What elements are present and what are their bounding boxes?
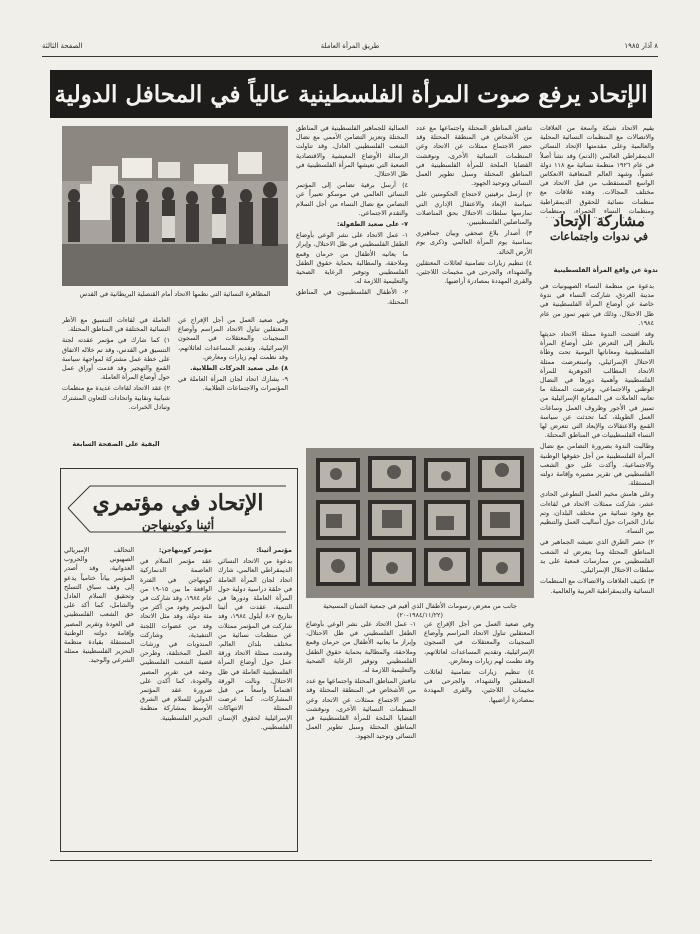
headline-title: الإتحاد يرفع صوت المرأة الفلسطينية عالياً في المحافل الدولية — [54, 80, 648, 108]
paragraph: العمالية للجماهير الفلسطينية في المناطق المحتلة وتعزيز التضامن الأممي مع نضال الشعب الفلسطيني العادل، وقد تناولت الرسالة الأوضاع المعيشية والاقتصادية الصعبة التي تعيشها المرأة الفلسطينية في ظل الاحتلال. — [296, 124, 408, 179]
subheading-caption: ندوة عن واقع المرأة الفلسطينية — [553, 266, 658, 274]
article-column-1b — [540, 282, 654, 862]
subheading-title-2: في ندوات واجتماعات — [549, 230, 649, 243]
paragraph: وعلى هامش مخيم العمل التطوعي الحادي عشر، شاركت ممثلات الاتحاد في لقاءات مع وفود نسائية من مختلف البلدان، وتم تبادل الخبرات حول أساليب العمل والتنظيم بين النساء. — [540, 490, 654, 536]
page-header — [42, 40, 658, 54]
subheading-block — [540, 202, 658, 258]
article-column-4b — [178, 316, 288, 454]
article-column-5a — [306, 620, 416, 852]
header-date: ٨ آذار ١٩٨٥ — [624, 42, 658, 50]
header-publication: طريق المرأة العاملة — [320, 42, 380, 50]
header-rule — [42, 56, 658, 57]
paragraph: عقد مؤتمر السلام في العاصمة الدنماركية كوبنهاجن في الفترة الواقعة ما بين ١٥-١٩ من عام ١٩٨٤، وقد شاركت في المؤتمر وفود من أكثر من مئة دولة، وقد مثل الاتحاد وفد من عضوات اللجنة التنفيذية، وشاركت المندوبات في ورشات العمل المختلفة، وطرحن قضية الشعب الفلسطيني وحقه في تقرير المصير والعودة، كما أكدن على ضرورة عقد المؤتمر الدولي للسلام في الشرق الأوسط بمشاركة منظمة التحرير الفلسطينية. — [140, 557, 212, 722]
article-column-4a — [62, 316, 170, 454]
conference-heading: مؤتمر أثينا: — [256, 546, 292, 554]
paragraph: ٢) أرسل برقيتين لاحتجاج الحكومتين على سياسة الإبعاد والاعتقال الإداري التي تمارسها سلطات الاحتلال بحق المناضلات والمناضلين الفلسطينيين. — [416, 190, 532, 227]
conference-title-frame — [64, 480, 292, 538]
paragraph: ٧- على صعيد الطفولة: — [336, 220, 408, 229]
paragraph: ٤) أرسل برقية تضامن إلى المؤتمر النسائي العالمي في موسكو تعبيراً عن التضامن مع نضال النساء من أجل السلام والتقدم الاجتماعي. — [296, 181, 408, 217]
paragraph: ٣) تكثيف العلاقات والاتصالات مع المنظمات النسائية والديمقراطية العربية والعالمية. — [540, 577, 654, 595]
spacer — [60, 470, 61, 508]
paragraph: ٢- الأطفال الفلسطينيون في المناطق المحتلة. — [296, 288, 408, 306]
paragraph: ١) كما شارك في مؤتمر عقدته لجنة التنسيق في القدس، وقد تم خلاله الاتفاق على خطة عمل مشتركة لمواجهة سياسة القمع والتهجير وقد قدمت أوراق عمل حول أوضاع المرأة العاملة. — [62, 336, 170, 382]
paragraph: تناقش المناطق المحتلة واجتماعها مع عدد من الأشخاص في المنطقة المحتلة وقد حضر الاجتماع ممثلات عن الاتحاد وعن المنظمات النسائية الأخرى، ونوقشت القضايا الملحة للمرأة الفلسطينية في المناطق المحتلة وسبل تطوير العمل النسائي وتوحيد الجهود. — [416, 124, 532, 188]
paragraph: ٤) تنظيم زيارات تضامنية لعائلات المعتقلين والشهداء، والجرحى في مخيمات اللاجئين، والقرى المهددة بمصادرة أراضيها. — [416, 258, 532, 286]
header-page-number: الصفحة الثالثة — [42, 42, 83, 50]
headline-banner — [50, 70, 652, 118]
paragraph: ٩- يشارك اتحاد لجان المرأة العاملة في المؤتمرات والاجتماعات الطلابية. — [178, 375, 288, 393]
conference-column-a — [218, 546, 292, 846]
conference-column-b — [140, 546, 212, 846]
protest-photo-caption: المظاهرة النسائية التي نظمها الاتحاد أمام القنصلية البريطانية في القدس — [79, 290, 271, 298]
continues-note: البقية على الصفحة السابعة — [72, 440, 160, 448]
paragraph: وطالبت الندوة بضرورة التضامن مع نضال المرأة الفلسطينية من أجل حقوقها الوطنية والاجتماعية، وأكدت على حق الشعب الفلسطيني في تقرير مصيره وإقامة دولته المستقلة. — [540, 442, 654, 488]
paragraph: ٨) على صعيد الحركات الطلابية. — [190, 364, 288, 373]
paragraph: التحالف الإمبريالي الصهيوني والحروب العدوانية، وقد أصدر المؤتمر بياناً ختامياً يدعو إلى وقف سباق التسلح وتحقيق السلام العادل والشامل، كما أكد على حق الشعب الفلسطيني في العودة وتقرير المصير وإقامة دولته الوطنية المستقلة بقيادة منظمة التحرير الفلسطينية ممثله الشرعي والوحيد. — [64, 546, 134, 665]
exhibit-photo — [306, 448, 534, 598]
article-column-3 — [296, 124, 408, 442]
conference-subtitle: أثينا وكوبنهاجن — [141, 518, 215, 532]
article-column-5b — [424, 620, 534, 852]
paragraph: ١- عمل الاتحاد على نشر الوعي بأوضاع الطفل الفلسطيني في ظل الاحتلال، وإبراز ما يعانيه الأطفال من حرمان وقمع وملاحقة، والمطالبة بحماية حقوق الطفل الفلسطيني وتوفير الرعاية الصحية والتعليمية اللازمة له. — [296, 231, 408, 286]
article-column-2 — [416, 124, 532, 442]
subheading-title-1: مشاركة الإتحاد — [553, 212, 645, 230]
paragraph: وقد افتتحت الندوة ممثلة الاتحاد حديثها بالنظر إلى التعرض على أوضاع المرأة الفلسطينية ومعاناتها اليومية تحت وطأة الاحتلال الإسرائيلي، واستعرضت ممثلة الاتحاد المطالب الجوهرية للمرأة الفلسطينية وأهمية دورها في النضال الوطني والاجتماعي، وعرضت الممثلة ما تعانيه العاملات في المصانع الإسرائيلية من تمييز في الأجور وظروف العمل وساعات العمل الطويلة، كما تحدثت عن سياسة القمع والاعتقالات والإبعاد التي تتعرض لها النساء الفلسطينيات في المناطق المحتلة. — [540, 330, 654, 440]
paragraph: ٤) تنظيم زيارات تضامنية لعائلات المعتقلين والشهداء، والجرحى في مخيمات اللاجئين، والقرى المهددة بمصادرة أراضيها. — [424, 668, 534, 704]
paragraph: ٣) أصدار بلاغ صحفي وبيان جماهيري بمناسبة يوم المرأة العالمي وذكرى يوم الأرض الخالد. — [416, 229, 532, 256]
paragraph: العاملة في لقاءات التنسيق مع الأطر النسائية المختلفة في المناطق المحتلة. — [62, 316, 170, 334]
paragraph: بدعوة من منظمة النساء الصهيونيات في مدينة الغردق، شاركت النساء في ندوة خاصة عن أوضاع المرأة الفلسطينية في ظل الاحتلال، وذلك في شهر تموز من عام ١٩٨٤. — [540, 282, 654, 327]
paragraph: يقيم الاتحاد شبكة واسعة من العلاقات والاتصالات مع المنظمات النسائية المحلية والعالمية وعلى مقدمتها الإتحاد النسائي الديمقراطي العالمي (الدنم) وقد نشأ أصلاً في عام ١٩٢٦ منظمة نسائية مع ١١٨ دولة عضواً، وشهد العالم المتعاقبة الانعكاس الواسع المستقطب من قبل الاتحاد في مختلف المجالات. وهذه علاقات مع منظمات نسائية للحقوق الديمقراطية ومنظمات النساء الحمراء، ومنظمات — [540, 124, 654, 215]
paragraph: ٢) عقد الاتحاد لقاءات عديدة مع منظمات شبابية ونقابية واتحادات للتعاون المشترك وتبادل الخبرات. — [62, 384, 170, 411]
conference-column-c — [64, 546, 134, 846]
protest-photo — [62, 126, 288, 286]
conference-heading: مؤتمر كوبنهاجن: — [158, 546, 212, 554]
conference-title: الإتحاد في مؤتمري — [92, 490, 264, 516]
paragraph: بدعوة من الاتحاد النسائي الديمقراطي العالمي، شارك اتحاد لجان المرأة العاملة في حلقة دراسية دولية حول المرأة العاملة ودورها في التنمية، عقدت في أثينا بتاريخ ٧-٨ أيلول ١٩٨٤، وقد شاركت في المؤتمر ممثلات عن منظمات نسائية من مختلف بلدان العالم، وقدمت ممثلة الاتحاد ورقة عمل حول أوضاع المرأة الفلسطينية العاملة في ظل الاحتلال، ونالت الورقة اهتماماً واسعاً من قبل المشاركات، كما عرضت الممثلة الانتهاكات الإسرائيلية لحقوق الإنسان الفلسطيني. — [218, 557, 292, 731]
paragraph: وفي صعيد العمل من أجل الإفراج عن المعتقلين تناول الاتحاد المراسم وأوضاع السجينات والمعتقلات في السجون الإسرائيلية، وتقديم المساعدات لعائلاتهم، وقد نظمت لهم زيارات ومعارض. — [424, 620, 534, 665]
footer-rule — [50, 860, 652, 861]
paragraph: تناقش المناطق المحتلة واجتماعها مع عدد من الأشخاص في المنطقة المحتلة وقد حضر الاجتماع ممثلات عن الاتحاد وعن المنظمات النسائية الأخرى، ونوقشت القضايا الملحة للمرأة الفلسطينية في المناطق المحتلة وسبل تطوير العمل النسائي وتوحيد الجهود. — [306, 677, 416, 741]
exhibit-photo-caption: جانب من معرض رسومات الأطفال الذي أقيم في جمعية الشبان المسيحية (١٩٨٤/١١/٢٢-٢٠) — [323, 602, 517, 619]
paragraph: ١- عمل الاتحاد على نشر الوعي بأوضاع الطفل الفلسطيني في ظل الاحتلال، وإبراز ما يعانيه الأطفال من حرمان وقمع وملاحقة، والمطالبة بحماية حقوق الطفل الفلسطيني وتوفير الرعاية الصحية والتعليمية اللازمة له. — [306, 620, 416, 675]
paragraph: ٢) حصر الطرق الذي تعيشه الجماهير في المناطق المحتلة وما يتعرض له الشعب الفلسطيني من ممارسات قمعية على يد سلطات الاحتلال الإسرائيلي. — [540, 538, 654, 575]
paragraph: وفي صعيد العمل من أجل الإفراج عن المعتقلين تناول الاتحاد المراسم وأوضاع السجينات والمعتقلات في السجون الإسرائيلية، وتقديم المساعدات لعائلاتهم، وقد نظمت لهم زيارات ومعارض. — [178, 316, 288, 361]
